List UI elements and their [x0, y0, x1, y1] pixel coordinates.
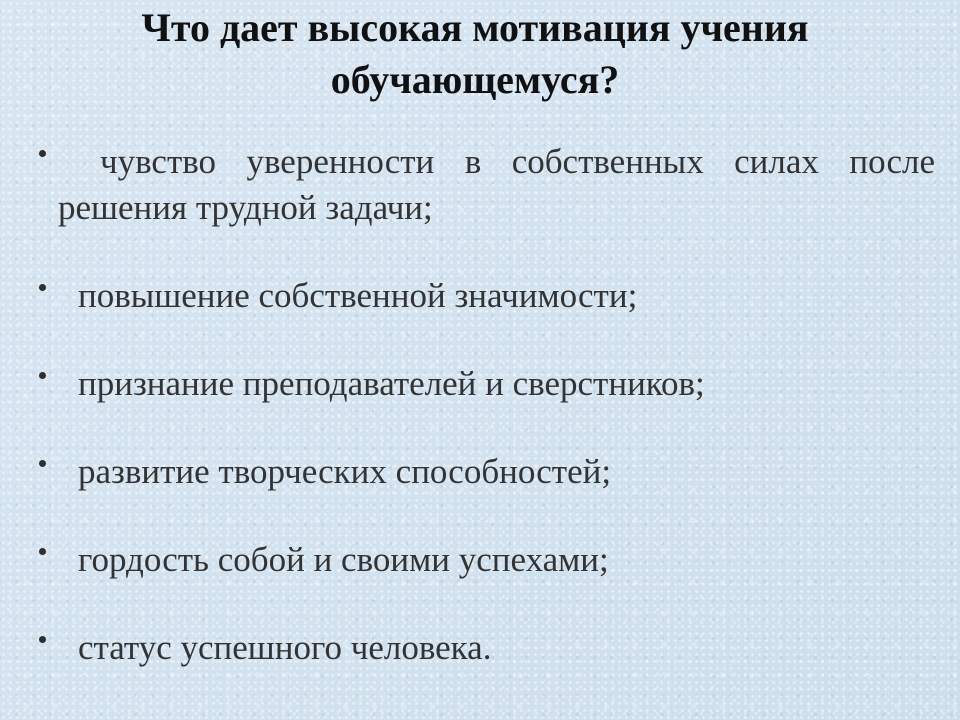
slide-title-line-2: обучающемуся? — [330, 57, 620, 102]
slide-title — [0, 2, 950, 106]
bullet-text: развитие творческих способностей; — [78, 452, 612, 491]
bullet-item — [0, 361, 960, 407]
bullet-icon — [39, 460, 46, 467]
bullet-icon — [39, 284, 46, 291]
bullet-text: статус успешного человека. — [78, 628, 492, 667]
bullet-icon — [39, 372, 46, 379]
bullet-item — [0, 625, 960, 671]
bullet-icon — [39, 636, 46, 643]
bullet-icon — [39, 548, 46, 555]
bullet-text-line-2: решения трудной задачи; — [58, 188, 433, 227]
bullet-item — [0, 537, 960, 583]
bullet-text: признание преподавателей и сверстников; — [78, 364, 705, 403]
bullet-item — [0, 449, 960, 495]
bullet-item — [0, 273, 960, 319]
bullet-text: повышение собственной значимости; — [78, 276, 638, 315]
bullet-list — [0, 139, 960, 713]
slide-title-line-1: Что дает высокая мотивация учения — [141, 5, 809, 50]
bullet-item — [0, 139, 960, 231]
bullet-text: гордость собой и своими успехами; — [78, 540, 609, 579]
bullet-icon — [39, 150, 46, 157]
bullet-text-line-1: чувство уверенности в собственных силах после — [100, 142, 935, 181]
